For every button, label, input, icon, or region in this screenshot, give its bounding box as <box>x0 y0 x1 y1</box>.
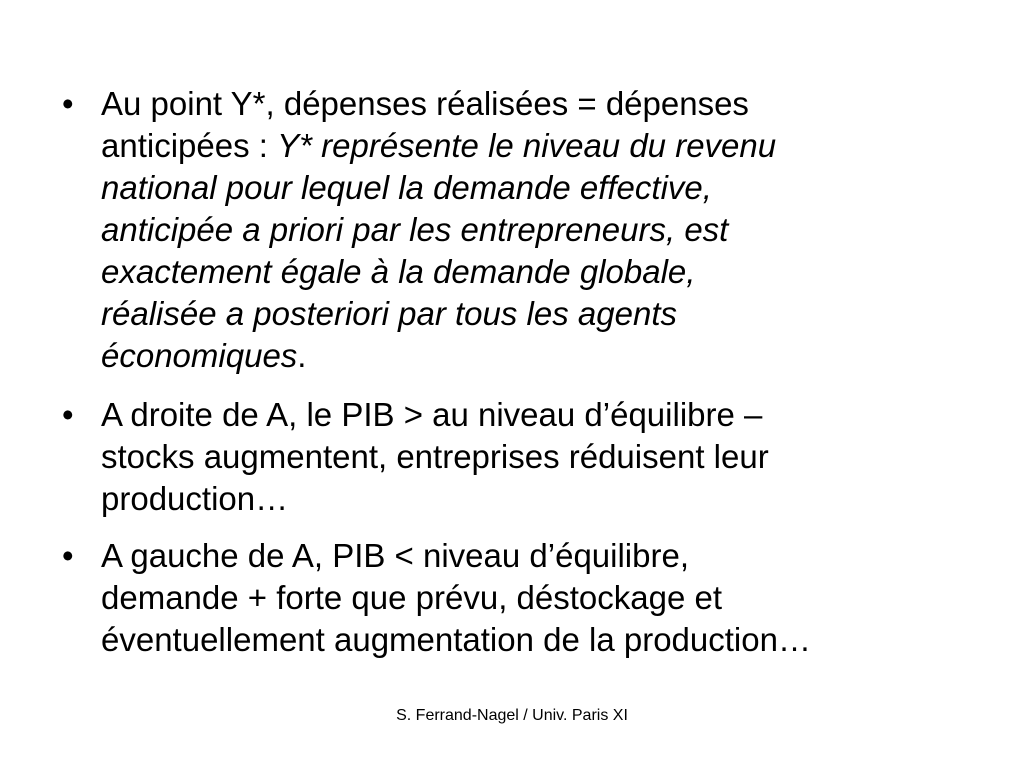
text-line: éventuellement augmentation de la production… <box>101 621 811 658</box>
bullet-marker: • <box>62 396 74 433</box>
text-line: stocks augmentent, entreprises réduisent leur <box>101 438 769 475</box>
text-run: Au point Y*, dépenses réalisées = dépenses <box>101 85 749 122</box>
italic-text-line: anticipée a priori par les entrepreneurs, est <box>101 211 729 248</box>
text-line <box>101 83 961 125</box>
bullet-marker: • <box>62 537 74 574</box>
italic-text-run: Y* représente le niveau du revenu <box>277 127 777 164</box>
bullet-text <box>101 394 961 520</box>
text-line <box>101 125 961 167</box>
text-line: A droite de A, le PIB > au niveau d’équilibre – <box>101 396 763 433</box>
slide-footer: S. Ferrand-Nagel / Univ. Paris XI <box>396 707 628 724</box>
bullet-text <box>101 535 961 661</box>
italic-text-run: économiques <box>101 337 298 374</box>
text-line: production… <box>101 480 289 517</box>
text-run: . <box>297 337 307 374</box>
bullet-text <box>101 83 961 377</box>
italic-text-line: national pour lequel la demande effective, <box>101 169 712 206</box>
text-line: demande + forte que prévu, déstockage et <box>101 579 723 616</box>
text-line <box>101 335 961 377</box>
text-run: anticipées : <box>101 127 278 164</box>
italic-text-line: exactement égale à la demande globale, <box>101 253 696 290</box>
bullet-marker: • <box>62 85 74 122</box>
text-line: A gauche de A, PIB < niveau d’équilibre, <box>101 537 690 574</box>
italic-text-line: réalisée a posteriori par tous les agents <box>101 295 677 332</box>
